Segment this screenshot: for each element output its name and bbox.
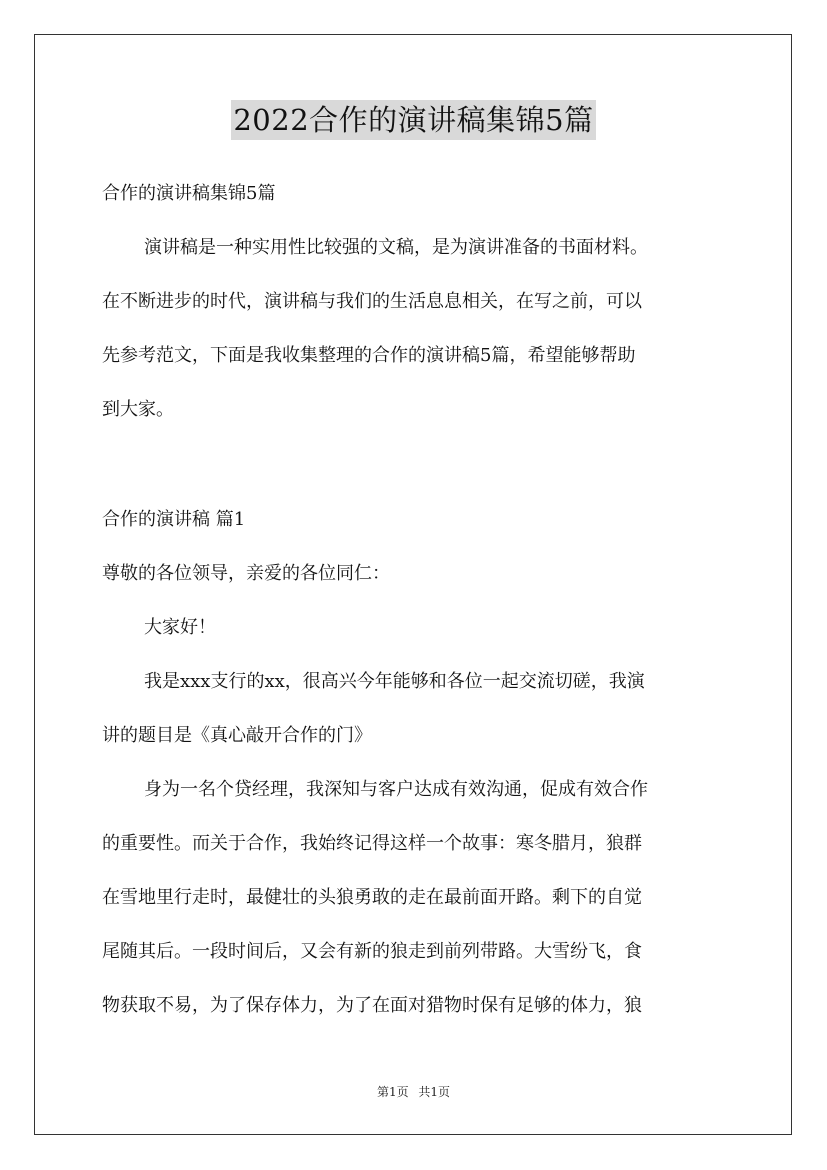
page-total: 共1页 <box>418 1085 451 1099</box>
title-container <box>0 100 827 140</box>
salutation: 尊敬的各位领导，亲爱的各位同仁： <box>102 563 390 584</box>
spacer <box>102 430 726 500</box>
paragraph-line: 我是xxx支行的xx，很高兴今年能够和各位一起交流切磋，我演 <box>144 671 645 692</box>
intro-line: 在不断进步的时代，演讲稿与我们的生活息息相关，在写之前，可以 <box>102 291 642 312</box>
paragraph-line: 在雪地里行走时，最健壮的头狼勇敢的走在最前面开路。剩下的自觉 <box>102 887 642 908</box>
document-body <box>102 174 726 1026</box>
section-heading: 合作的演讲稿 篇1 <box>102 509 246 530</box>
document-subtitle: 合作的演讲稿集锦5篇 <box>102 183 276 204</box>
paragraph-line: 尾随其后。一段时间后，又会有新的狼走到前列带路。大雪纷飞，食 <box>102 941 642 962</box>
greeting: 大家好！ <box>144 617 216 638</box>
document-title: 2022合作的演讲稿集锦5篇 <box>231 100 595 140</box>
body-paragraph-1 <box>102 662 726 756</box>
spacer <box>102 756 726 770</box>
intro-line: 先参考范文，下面是我收集整理的合作的演讲稿5篇，希望能够帮助 <box>102 345 636 366</box>
page-footer <box>0 1083 827 1100</box>
intro-paragraph <box>102 228 726 430</box>
paragraph-line: 身为一名个贷经理，我深知与客户达成有效沟通，促成有效合作 <box>144 779 648 800</box>
spacer <box>102 594 726 608</box>
paragraph-line: 物获取不易，为了保存体力，为了在面对猎物时保有足够的体力，狼 <box>102 995 642 1016</box>
intro-line: 演讲稿是一种实用性比较强的文稿，是为演讲准备的书面材料。 <box>144 237 648 258</box>
page-number: 第1页 <box>376 1085 409 1099</box>
spacer <box>102 540 726 554</box>
spacer <box>102 648 726 662</box>
spacer <box>102 214 726 228</box>
paragraph-line: 的重要性。而关于合作，我始终记得这样一个故事：寒冬腊月，狼群 <box>102 833 642 854</box>
paragraph-line: 讲的题目是《真心敲开合作的门》 <box>102 725 372 746</box>
intro-line: 到大家。 <box>102 399 174 420</box>
body-paragraph-2 <box>102 770 726 1026</box>
